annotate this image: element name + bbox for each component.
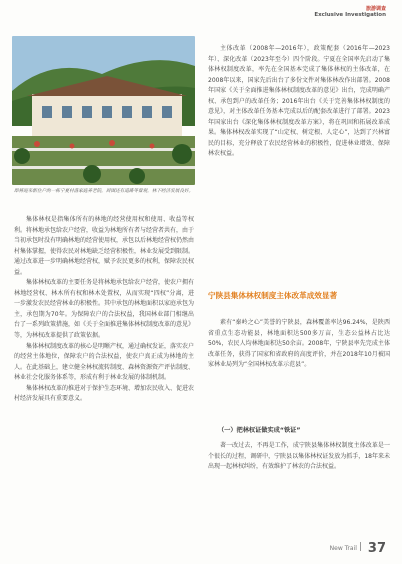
paragraph: 集体林权是指集体所有的林地的经营使用权和使用、收益等权利。将林地承包给农户经营，收益为林地所有者与经营者共有，由于当初承包时没有明确林地的经营使用权，承包以后林地经营权仍然由村集体掌握，使得农民对林地缺乏经营积极性，林业发展受到限制。通过改革进一步明确林地经营权，赋予农民更多的权利，保障农民权益。 bbox=[14, 216, 195, 276]
paragraph: 著一改过去，不再是工作，成宁陕县集体林权制度主体改革是一个很长的过程，调研中，宁陕县以集体林权证发放为抓手，18年来未出现一起林权纠纷，有效维护了林农的合法权益。 bbox=[208, 442, 390, 471]
village-illustration bbox=[12, 36, 195, 185]
paragraph: 集体林权改革的主要任务是将林地承包给农户经营，使农户拥有林地经营权、林木所有权和林木处置权，从而实现“四权”分离，进一步激发农民经营林业的积极性。其中承包的林地面积以家庭承包为主，承包期为70年。为保障农户的合法权益，我国林业部门相继出台了一系列政策措施，如《关于全面推进集体林权制度改革的意见》等，为林权改革提供了政策依据。 bbox=[14, 279, 195, 340]
page-footer bbox=[330, 541, 386, 556]
section-title-en: Exclusive Investigation bbox=[314, 12, 386, 18]
right-column-top bbox=[208, 44, 390, 160]
section-heading: 宁陕县集体林权制度主体改革成效显著 bbox=[208, 291, 338, 300]
left-column bbox=[14, 215, 194, 405]
footer-label: New Trail bbox=[329, 545, 357, 552]
right-column-mid bbox=[208, 318, 390, 371]
photo-caption: 即将迎来新住户的一栋宁夏村落家庭养老院，周围还有道路等景观，林下经济发展良好。 bbox=[14, 189, 194, 194]
section-header bbox=[314, 6, 386, 19]
footer-divider bbox=[360, 542, 361, 551]
paragraph: 集体林权制度改革的核心是明晰产权，通过确权发证，落实农户的经营主体地位，保障农户的合法权益，使农户真正成为林地的主人。在此基础上，建立健全林权流转制度、森林资源资产评估制度、林业社会化服务体系等，形成有利于林业发展的体制机制。 bbox=[14, 342, 195, 382]
paragraph: 主体改革（2008年—2016年），政策配套（2016年—2023年）、深化改革（2023年至今）四个阶段。宁夏在全国率先启动了集体林权制度改革，率先在全国基本完成了集体林权的主体改革，在2008年以来，国家先后出台了多份文件对集体林改作出部署。2008年国家《关于全面推进集体林权制度改革的意见》出台，完成明确产权、承包到户的改革任务；2016年出台《关于完善集体林权制度的意见》，对主体改革任务基本完成以后的配套改革进行了部署。2023年国家出台《深化集体林权制度改革方案》，将在巩固和拓展改革成果。集体林权改革实现了“山定权、树定根、人定心”，达到了兴林富民的目标，充分释放了农民经营林业的积极性，促进林业增效、保障林农权益。 bbox=[208, 45, 390, 158]
paragraph: 素有“秦岭之心”美誉的宁陕县，森林覆盖率达96.24%，是陕西省重点生态功能县，林地面积达500多万亩，生态公益林占比达50%，农民人均林地面积达50余亩。2008年，宁陕县率先完成主体改革任务，获得了国家和省政府的高度评价，并在2018年10月被国家林业局列为“全国林权改革示范县”。 bbox=[208, 319, 390, 369]
section-title-cn: 旅游调查 bbox=[365, 6, 386, 12]
page-number: 37 bbox=[367, 541, 386, 556]
right-column-bottom bbox=[208, 441, 390, 473]
paragraph: 集体林权改革的推进对于保护生态环境、增加农民收入、促进农村经济发展具有重要意义。 bbox=[14, 384, 195, 403]
village-photo bbox=[12, 36, 195, 185]
subsection-heading: （一）把林权证做实成“铁证” bbox=[218, 427, 301, 434]
